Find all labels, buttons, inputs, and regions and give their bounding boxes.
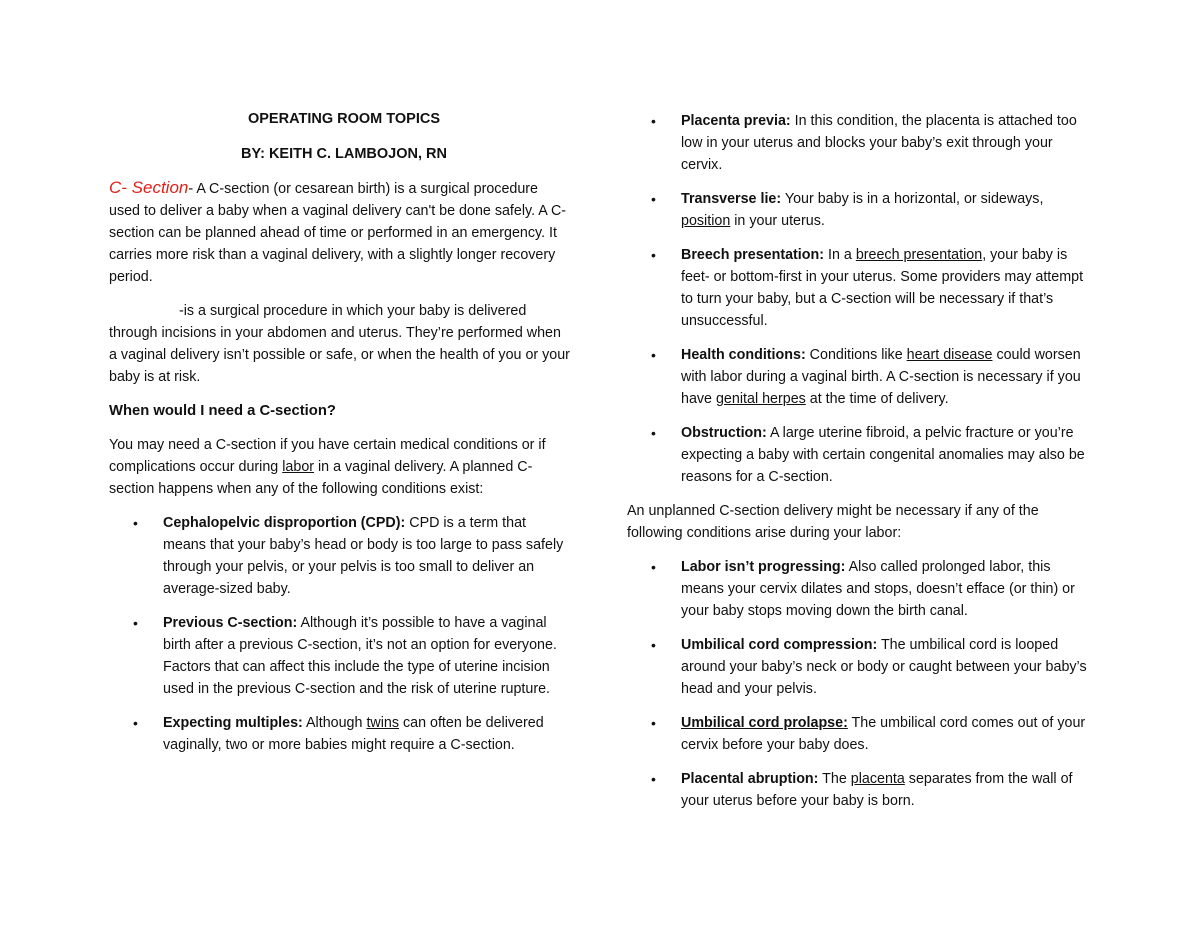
- list-item-multiples: [109, 712, 571, 756]
- list-item-placenta-previa: [627, 110, 1093, 176]
- right-column: [627, 110, 1093, 824]
- health-text-b: could worsen with labor during a vaginal birth. A C-section is necessary if you have: [681, 347, 1081, 407]
- bullet-icon: •: [133, 515, 138, 531]
- health-text-a: Conditions like: [805, 347, 907, 363]
- breech-text-a: In a: [824, 247, 856, 263]
- obstruction-text: A large uterine fibroid, a pelvic fracture or you’re expecting a baby with certain congenital anomalies may also be reasons for a C-section.: [681, 425, 1085, 485]
- bullet-icon: •: [651, 191, 656, 207]
- obstruction-term: Obstruction:: [681, 425, 767, 441]
- previa-text: In this condition, the placenta is attached too low in your uterus and blocks your baby’s exit through your cervix.: [681, 113, 1077, 173]
- list-item-transverse-lie: [627, 188, 1093, 232]
- abruption-term: Placental abruption:: [681, 771, 819, 787]
- list-item-cord-compression: [627, 634, 1093, 700]
- progress-term: Labor isn’t progressing:: [681, 559, 846, 575]
- abruption-text-b: separates from the wall of your uterus before your baby is born.: [681, 771, 1073, 809]
- when-paragraph: [109, 434, 571, 500]
- list-item-previous-csection: [109, 612, 571, 700]
- bullet-icon: •: [651, 247, 656, 263]
- bullet-icon: •: [133, 715, 138, 731]
- document-title: OPERATING ROOM TOPICS: [247, 111, 440, 127]
- cpd-text: CPD is a term that means that your baby’s head or body is too large to pass safely through your pelvis, or your pelvis is too small to deliver an average-sized baby.: [163, 515, 564, 597]
- when-text-a: You may need a C-section if you have certain medical conditions or if complications occur during: [109, 437, 546, 475]
- list-item-obstruction: [627, 422, 1093, 488]
- bullet-icon: •: [133, 615, 138, 631]
- bullet-icon: •: [651, 637, 656, 653]
- previous-text: Although it’s possible to have a vaginal birth after a previous C-section, it’s not an option for everyone. Factors that can affect this include the type of uterine incision used in the previous C-section and the risk of uterine rupture.: [163, 615, 557, 697]
- left-column: [109, 108, 571, 768]
- compression-text: The umbilical cord is looped around your baby’s neck or body or caught between your baby’s head and your pelvis.: [681, 637, 1087, 697]
- when-heading: When would I need a C-section?: [109, 403, 336, 419]
- labor-link[interactable]: labor: [282, 459, 315, 475]
- progress-text: Also called prolonged labor, this means your cervix dilates and stops, doesn’t efface (or thin) or your baby stops moving down the birth canal.: [681, 559, 1075, 619]
- when-text-b: in a vaginal delivery. A planned C-section happens when any of the following conditions exist:: [109, 459, 533, 497]
- intro-definition: - A C-section (or cesarean birth) is a surgical procedure used to deliver a baby when a vaginal delivery can't be done safely. A C-section can be planned ahead of time or performed in an emergency. It carries more risk than a vaginal delivery, with a slightly longer recovery period.: [109, 181, 567, 285]
- abruption-text-a: The: [818, 771, 851, 787]
- transverse-text-b: in your uterus.: [730, 213, 825, 229]
- planned-conditions-list: [109, 512, 571, 756]
- bullet-icon: •: [651, 771, 656, 787]
- health-text-c: at the time of delivery.: [805, 391, 949, 407]
- multiples-text-a: Although: [302, 715, 367, 731]
- planned-conditions-list-continued: [627, 110, 1093, 488]
- bullet-icon: •: [651, 559, 656, 575]
- bullet-icon: •: [651, 113, 656, 129]
- list-item-cpd: [109, 512, 571, 600]
- health-term: Health conditions:: [681, 347, 806, 363]
- csection-term: C- Section: [109, 178, 189, 197]
- second-definition-paragraph: [109, 300, 571, 388]
- list-item-breech: [627, 244, 1093, 332]
- position-link[interactable]: position: [681, 213, 731, 229]
- unplanned-conditions-list: [627, 556, 1093, 812]
- genital-herpes-link[interactable]: genital herpes: [715, 391, 806, 407]
- second-definition-text: -is a surgical procedure in which your baby is delivered through incisions in your abdomen and uterus. They’re performed when a vaginal delivery isn’t possible or safe, or when the health of you or your baby is at risk.: [109, 303, 570, 385]
- previous-term: Previous C-section:: [163, 615, 298, 631]
- transverse-text-a: Your baby is in a horizontal, or sideways,: [781, 191, 1044, 207]
- transverse-term: Transverse lie:: [681, 191, 782, 207]
- breech-presentation-link[interactable]: breech presentation: [855, 247, 983, 263]
- previa-term: Placenta previa:: [681, 113, 791, 129]
- prolapse-text: The umbilical cord comes out of your cervix before your baby does.: [681, 715, 1086, 753]
- compression-term: Umbilical cord compression:: [681, 637, 878, 653]
- breech-term: Breech presentation:: [681, 247, 825, 263]
- list-item-health-conditions: [627, 344, 1093, 410]
- cpd-term: Cephalopelvic disproportion (CPD):: [163, 515, 406, 531]
- second-definition-indent: [109, 303, 179, 319]
- multiples-text-b: can often be delivered vaginally, two or more babies might require a C-section.: [163, 715, 544, 753]
- list-item-placental-abruption: [627, 768, 1093, 812]
- list-item-labor-not-progressing: [627, 556, 1093, 622]
- list-item-cord-prolapse: [627, 712, 1093, 756]
- placenta-link[interactable]: placenta: [850, 771, 905, 787]
- intro-paragraph: [109, 177, 571, 288]
- twins-link[interactable]: twins: [366, 715, 400, 731]
- prolapse-term[interactable]: Umbilical cord prolapse:: [681, 715, 848, 731]
- bullet-icon: •: [651, 347, 656, 363]
- unplanned-intro: An unplanned C-section delivery might be necessary if any of the following conditions arise during your labor:: [627, 503, 1039, 541]
- bullet-icon: •: [651, 715, 656, 731]
- heart-disease-link[interactable]: heart disease: [906, 347, 993, 363]
- bullet-icon: •: [651, 425, 656, 441]
- breech-text-b: , your baby is feet- or bottom-first in your uterus. Some providers may attempt to turn your baby, but a C-section will be necessary if that’s unsuccessful.: [681, 247, 1084, 329]
- document-author: BY: KEITH C. LAMBOJON, RN: [241, 146, 447, 162]
- multiples-term: Expecting multiples:: [163, 715, 303, 731]
